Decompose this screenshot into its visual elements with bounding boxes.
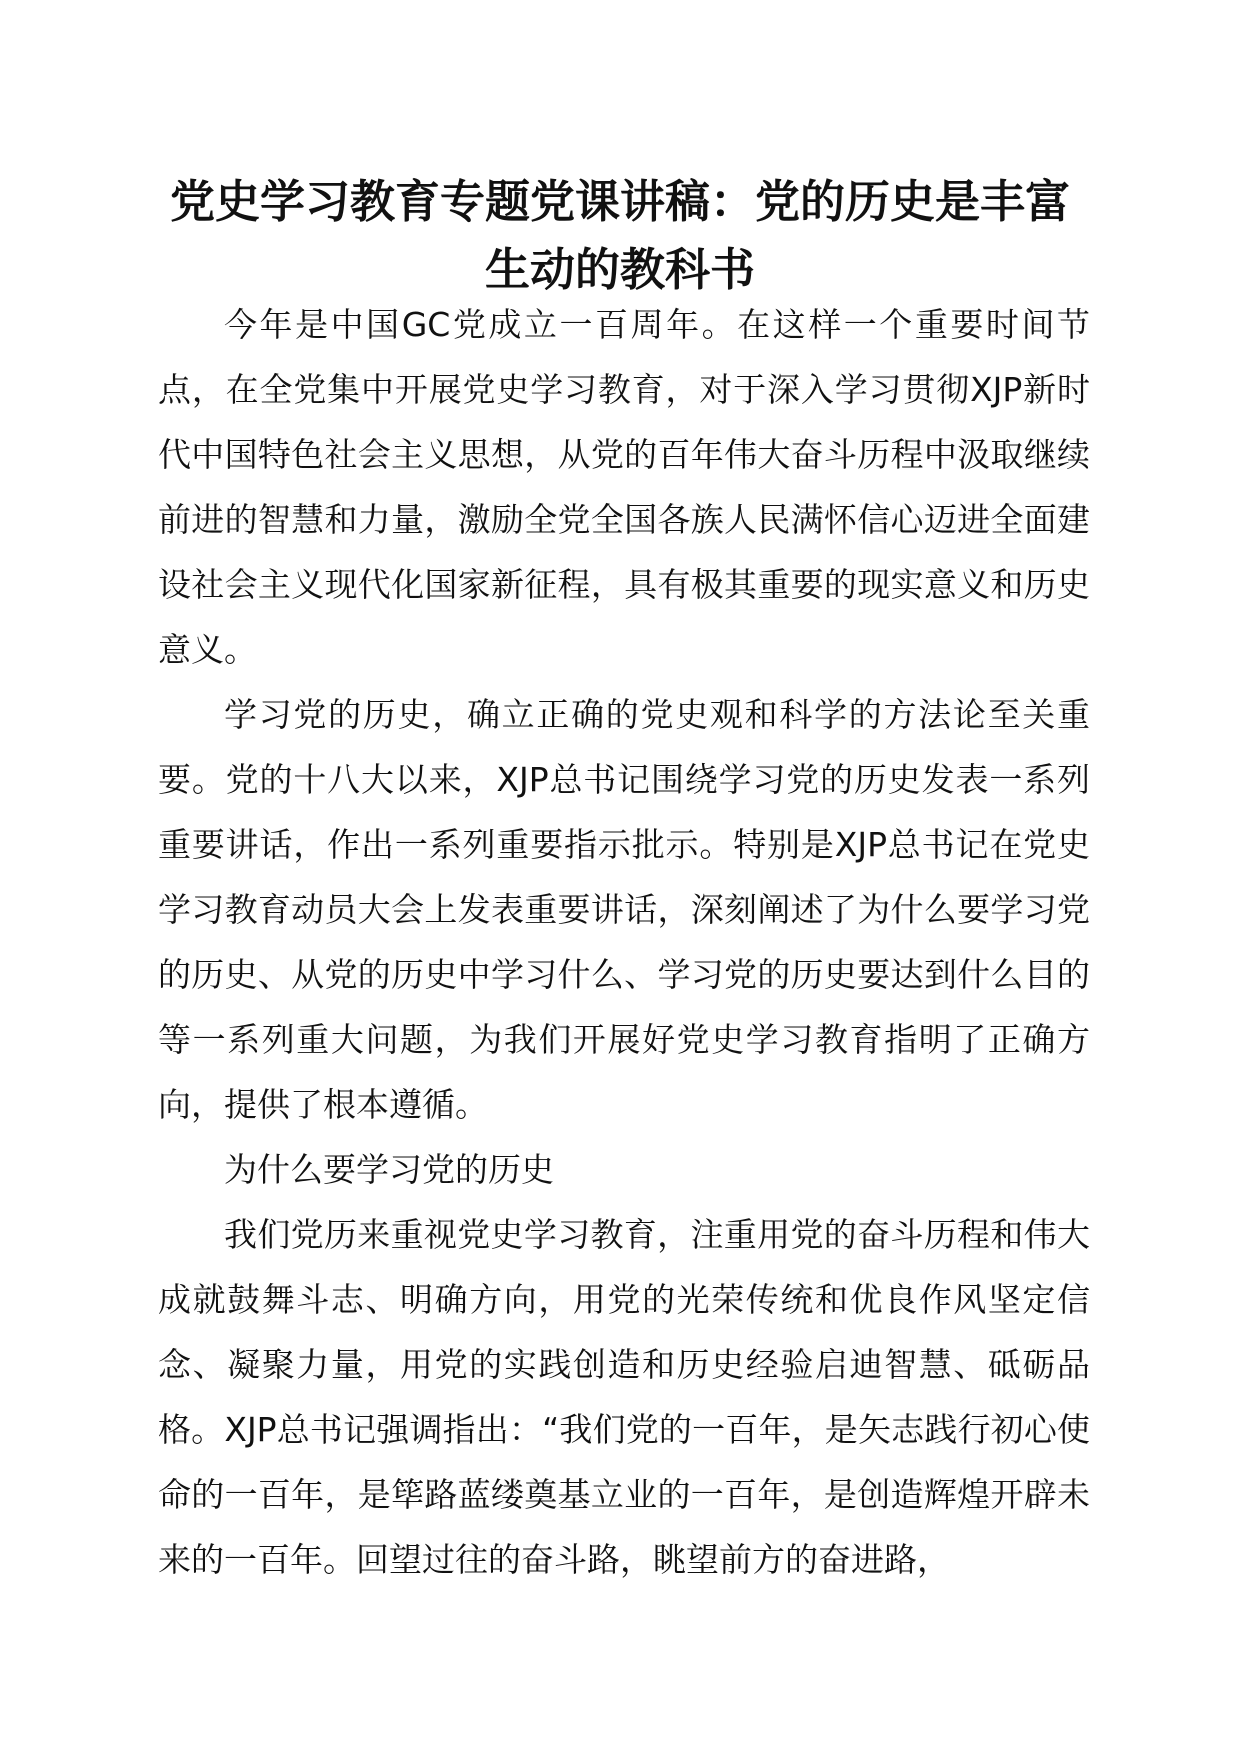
paragraph-intro: 今年是中国GC党成立一百周年。在这样一个重要时间节点，在全党集中开展党史学习教育，对于深入学习贯彻XJP新时代中国特色社会主义思想，从党的百年伟大奋斗历程中汲取继续前进的智慧和力量，激励全党全国各族人民满怀信心迈进全面建设社会主义现代化国家新征程，具有极其重要的现实意义和历史意义。 [158,305,1090,669]
section-heading: 为什么要学习党的历史 [224,1150,554,1189]
document-title [150,168,1090,304]
paragraph-importance: 我们党历来重视党史学习教育，注重用党的奋斗历程和伟大成就鼓舞斗志、明确方向，用党的光荣传统和优良作风坚定信念、凝聚力量，用党的实践创造和历史经验启迪智慧、砥砺品格。XJP总书记强调指出：“我们党的一百年，是矢志践行初心使命的一百年，是筚路蓝缕奠基立业的一百年，是创造辉煌开辟未来的一百年。回望过往的奋斗路，眺望前方的奋进路， [158,1215,1090,1579]
document-body [158,292,1090,1592]
document-title-line-2: 生动的教科书 [484,243,755,296]
paragraph-history-study: 学习党的历史，确立正确的党史观和科学的方法论至关重要。党的十八大以来，XJP总书记围绕学习党的历史发表一系列重要讲话，作出一系列重要指示批示。特别是XJP总书记在党史学习教育动员大会上发表重要讲话，深刻阐述了为什么要学习党的历史、从党的历史中学习什么、学习党的历史要达到什么目的等一系列重大问题，为我们开展好党史学习教育指明了正确方向，提供了根本遵循。 [158,695,1090,1124]
document-title-line-1: 党史学习教育专题党课讲稿：党的历史是丰富 [169,175,1070,228]
